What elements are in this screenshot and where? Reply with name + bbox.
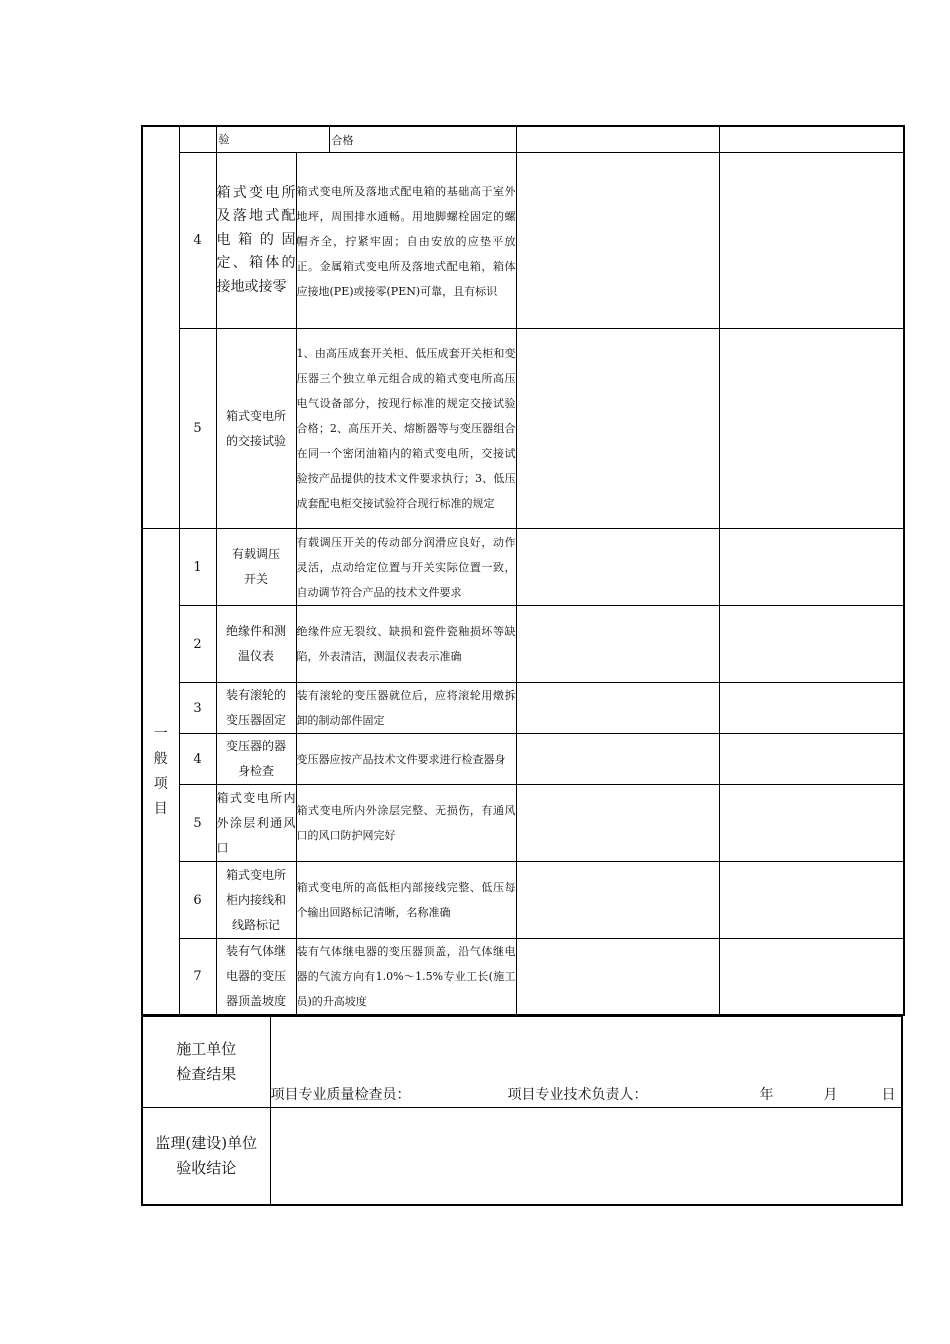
quality-inspector-label: 项目专业质量检查员： <box>270 1087 411 1103</box>
supervision-label-line2: 验收结论 <box>176 1158 237 1177</box>
table-row <box>142 683 904 734</box>
inspection-table <box>141 125 905 1016</box>
check-record-cell[interactable] <box>516 329 719 529</box>
continued-standard-text: 合格 <box>331 133 354 147</box>
construction-result-row <box>142 1017 902 1108</box>
section-char: 一 <box>153 725 168 742</box>
row-number-cell <box>179 126 216 153</box>
acceptance-record-cell[interactable] <box>719 153 904 329</box>
continued-item-cell <box>216 126 516 153</box>
acceptance-record-cell[interactable] <box>719 329 904 529</box>
acceptance-record-cell[interactable] <box>719 126 904 153</box>
construction-label <box>142 1017 270 1108</box>
table-row <box>142 153 904 329</box>
item-name: 变压器的器身检查 <box>216 734 296 785</box>
year-label: 年 <box>759 1087 774 1103</box>
table-row <box>142 939 904 1016</box>
check-record-cell[interactable] <box>516 126 719 153</box>
acceptance-record-cell[interactable] <box>719 862 904 939</box>
tech-lead-label: 项目专业技术负责人： <box>507 1087 648 1103</box>
row-number: 4 <box>179 734 216 785</box>
acceptance-record-cell[interactable] <box>719 529 904 606</box>
inspection-sheet <box>141 125 903 1206</box>
check-record-cell[interactable] <box>516 606 719 683</box>
section-char: 般 <box>153 750 168 767</box>
supervision-result-field[interactable] <box>270 1108 902 1205</box>
item-name: 装有气体继电器的变压器顶盖坡度 <box>216 939 296 1016</box>
row-number: 4 <box>179 153 216 329</box>
item-name: 箱式变电所及落地式配电箱的固定、箱体的接地或接零 <box>216 153 296 329</box>
table-row-continued <box>142 126 904 153</box>
supervision-label-line1: 监理(建设)单位 <box>155 1133 258 1152</box>
check-record-cell[interactable] <box>516 785 719 862</box>
acceptance-record-cell[interactable] <box>719 606 904 683</box>
item-standard: 装有气体继电器的变压器顶盖，沿气体继电器的气流方向有1.0%～1.5%专业工长(施工员)的升高坡度 <box>296 939 516 1016</box>
item-standard: 箱式变电所及落地式配电箱的基础高于室外地坪，周围排水通畅。用地脚螺栓固定的螺帽齐全，拧紧牢固；自由安放的应垫平放正。金属箱式变电所及落地式配电箱，箱体应接地(PE)或接零(PEN)可靠，且有标识 <box>296 153 516 329</box>
item-standard: 箱式变电所的高低柜内部接线完整、低压每个输出回路标记清晰，名称准确 <box>296 862 516 939</box>
row-number: 5 <box>179 329 216 529</box>
check-record-cell[interactable] <box>516 862 719 939</box>
acceptance-record-cell[interactable] <box>719 939 904 1016</box>
row-number: 2 <box>179 606 216 683</box>
item-name: 有载调压开关 <box>216 529 296 606</box>
check-record-cell[interactable] <box>516 529 719 606</box>
day-label: 日 <box>881 1087 896 1103</box>
table-row <box>142 529 904 606</box>
section-label-general <box>142 529 179 1016</box>
item-standard: 有载调压开关的传动部分润滑应良好，动作灵活，点动给定位置与开关实际位置一致，自动调节符合产品的技术文件要求 <box>296 529 516 606</box>
table-row <box>142 862 904 939</box>
check-record-cell[interactable] <box>516 734 719 785</box>
item-standard: 箱式变电所内外涂层完整、无损伤，有通风口的风口防护网完好 <box>296 785 516 862</box>
item-name: 箱式变电所的交接试验 <box>216 329 296 529</box>
row-number: 1 <box>179 529 216 606</box>
continued-item-text: 验 <box>217 127 330 152</box>
item-name: 装有滚轮的变压器固定 <box>216 683 296 734</box>
signature-line <box>271 1084 902 1104</box>
row-number: 6 <box>179 862 216 939</box>
table-row <box>142 785 904 862</box>
supervision-result-row <box>142 1108 902 1205</box>
row-number: 3 <box>179 683 216 734</box>
item-standard: 绝缘件应无裂纹、缺损和瓷件瓷釉损坏等缺陷，外表清洁，测温仪表表示准确 <box>296 606 516 683</box>
check-record-cell[interactable] <box>516 153 719 329</box>
section-char: 项 <box>153 775 168 792</box>
construction-label-line1: 施工单位 <box>176 1040 237 1058</box>
table-row <box>142 606 904 683</box>
supervision-label <box>142 1108 270 1205</box>
item-name: 绝缘件和测温仪表 <box>216 606 296 683</box>
table-row <box>142 329 904 529</box>
item-standard: 变压器应按产品技术文件要求进行检查器身 <box>296 734 516 785</box>
signature-table <box>141 1016 903 1206</box>
month-label: 月 <box>823 1087 838 1103</box>
item-name: 箱式变电所柜内接线和线路标记 <box>216 862 296 939</box>
acceptance-record-cell[interactable] <box>719 734 904 785</box>
row-number: 7 <box>179 939 216 1016</box>
item-name: 箱式变电所内外涂层利通风口 <box>216 785 296 862</box>
check-record-cell[interactable] <box>516 939 719 1016</box>
acceptance-record-cell[interactable] <box>719 785 904 862</box>
section-char: 目 <box>153 800 168 817</box>
construction-result-field[interactable] <box>270 1017 902 1108</box>
acceptance-record-cell[interactable] <box>719 683 904 734</box>
item-standard: 1、由高压成套开关柜、低压成套开关柜和变压器三个独立单元组合成的箱式变电所高压电气设备部分，按现行标准的规定交接试验合格；2、高压开关、熔断器等与变压器组合在同一个密闭油箱内的箱式变电所，交接试验按产品提供的技术文件要求执行；3、低压成套配电柜交接试验符合现行标准的规定 <box>296 329 516 529</box>
check-record-cell[interactable] <box>516 683 719 734</box>
table-row <box>142 734 904 785</box>
construction-label-line2: 检查结果 <box>176 1065 237 1083</box>
section-label-main-cont <box>142 126 179 529</box>
item-standard: 装有滚轮的变压器就位后，应将滚轮用燉拆卸的制动部件固定 <box>296 683 516 734</box>
row-number: 5 <box>179 785 216 862</box>
